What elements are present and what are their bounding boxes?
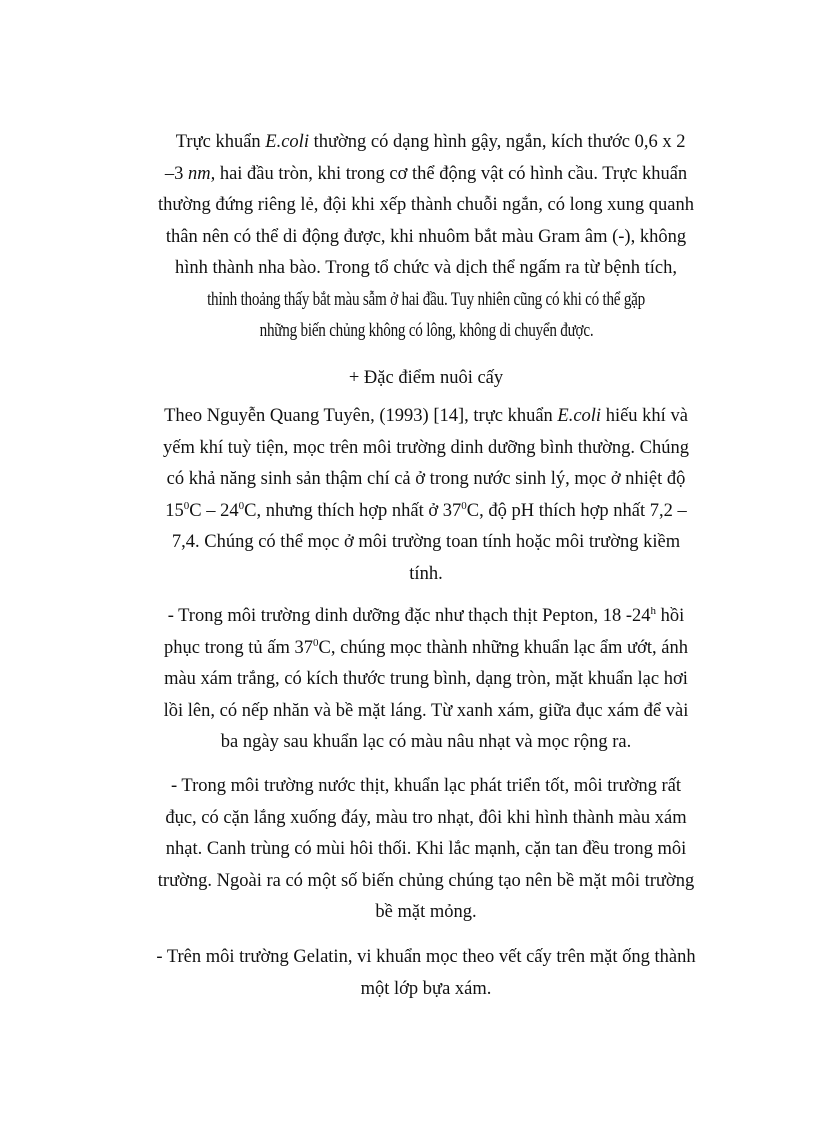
paragraph-morphology bbox=[128, 127, 724, 348]
text-line: ba ngày sau khuẩn lạc có màu nâu nhạt và mọc rộng ra. bbox=[220, 732, 632, 752]
text-line: lồi lên, có nếp nhăn và bề mặt láng. Từ xanh xám, giữa đục xám để vài bbox=[163, 700, 689, 721]
text-line: yếm khí tuỳ tiện, mọc trên môi trường dinh dưỡng bình thường. Chúng bbox=[162, 437, 689, 458]
section-heading: + Đặc điểm nuôi cấy bbox=[348, 368, 504, 388]
paragraph-culture-characteristics bbox=[128, 401, 724, 590]
paragraph-gelatin-medium bbox=[128, 942, 724, 1005]
text-line: - Trên môi trường Gelatin, vi khuẩn mọc theo vết cấy trên mặt ống thành bbox=[156, 947, 696, 967]
text-line: có khả năng sinh sản thậm chí cả ở trong nước sinh lý, mọc ở nhiệt độ bbox=[166, 469, 686, 489]
text-line: những biến chủng không có lông, không di chuyển được. bbox=[259, 321, 593, 341]
text-line: –3 nm, hai đầu tròn, khi trong cơ thể động vật có hình cầu. Trực khuẩn bbox=[164, 163, 688, 184]
text-line: hình thành nha bào. Trong tổ chức và dịch thể ngấm ra từ bệnh tích, bbox=[175, 258, 677, 278]
text-line: tính. bbox=[409, 563, 443, 584]
text-line: phục trong tủ ấm $37^0C$, chúng mọc thành những khuẩn lạc ẩm ướt, ánh bbox=[164, 636, 688, 658]
text-line: Trực khuẩn E.coli thường có dạng hình gậy, ngắn, kích thước 0,6 x 2 bbox=[175, 132, 686, 152]
text-line: đục, có cặn lắng xuống đáy, màu tro nhạt, đôi khi hình thành màu xám bbox=[165, 807, 687, 828]
paragraph-broth-medium bbox=[128, 771, 724, 929]
text-line: bề mặt mỏng. bbox=[375, 902, 477, 922]
text-line: thường đứng riêng lẻ, đội khi xếp thành chuỗi ngắn, có long xung quanh bbox=[158, 195, 694, 215]
text-line: nhạt. Canh trùng có mùi hôi thối. Khi lắc mạnh, cặn tan đều trong môi bbox=[165, 839, 687, 859]
text-line: - Trong môi trường nước thịt, khuẩn lạc phát triển tốt, môi trường rất bbox=[170, 776, 682, 796]
text-line: một lớp bựa xám. bbox=[360, 978, 492, 999]
text-line: $15^0C - 24^0C$, nhưng thích hợp nhất ở $37^0C$, độ pH thích hợp nhất 7,2 – bbox=[165, 499, 687, 521]
text-line: 7,4. Chúng có thể mọc ở môi trường toan tính hoặc môi trường kiềm bbox=[171, 532, 681, 552]
text-line: thân nên có thể di động được, khi nhuôm bắt màu Gram âm (-), không bbox=[165, 226, 687, 247]
text-line: Theo Nguyễn Quang Tuyên, (1993) [14], trực khuẩn E.coli hiếu khí và bbox=[164, 406, 688, 426]
paragraph-solid-medium bbox=[128, 601, 724, 759]
text-line: - Trong môi trường dinh dưỡng đặc như thạch thịt Pepton, 18 -24$^h$ hồi bbox=[167, 605, 685, 626]
text-line: màu xám trắng, có kích thước trung bình, dạng tròn, mặt khuẩn lạc hơi bbox=[164, 669, 688, 689]
text-line: trường. Ngoài ra có một số biến chủng chúng tạo nên bề mặt môi trường bbox=[157, 870, 695, 891]
text-line: thỉnh thoảng thấy bắt màu sẫm ở hai đầu. Tuy nhiên cũng có khi có thể gặp bbox=[207, 289, 645, 310]
